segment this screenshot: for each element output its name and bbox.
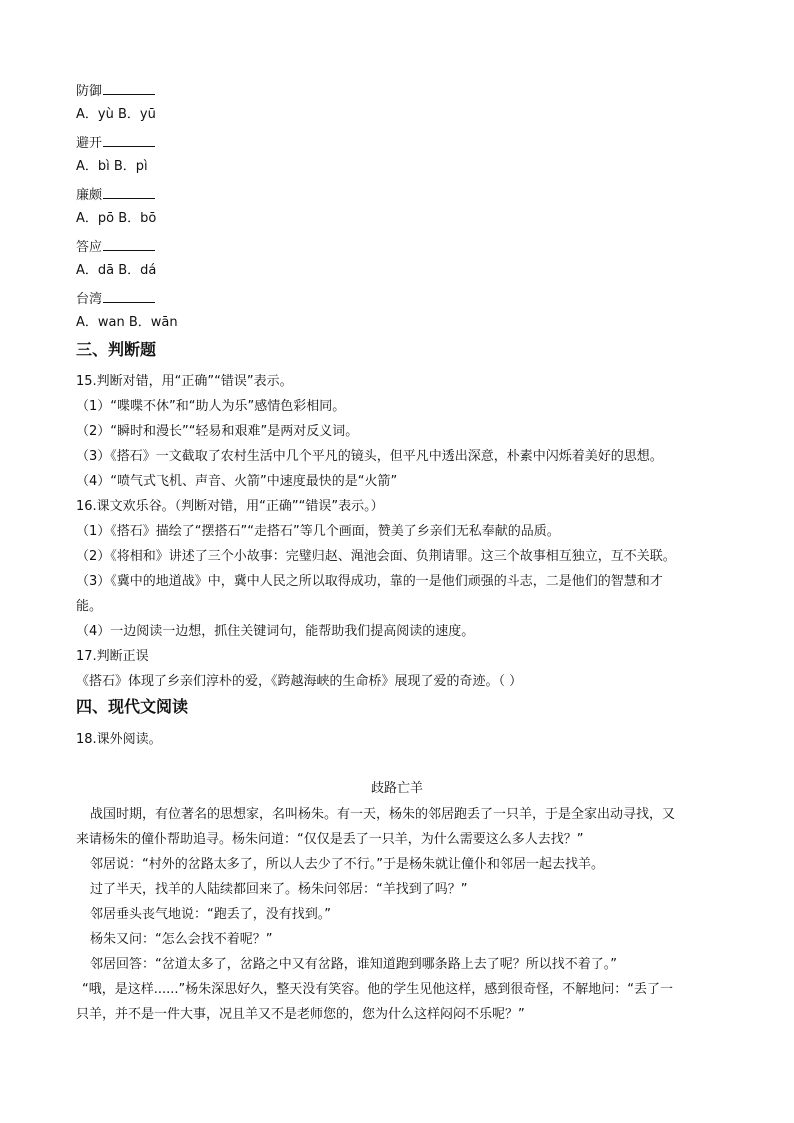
- passage-para-1: 战国时期，有位著名的思想家，名叫杨朱。有一天，杨朱的邻居跑丢了一只羊，于是全家出动寻找，又: [90, 807, 676, 822]
- answer-blank[interactable]: [103, 132, 155, 147]
- q16-stem: 16.课文欢乐谷。（判断对错，用“正确”“错误”表示。）: [76, 499, 384, 514]
- q16-item-4: （4）一边阅读一边想，抓住关键词句，能帮助我们提高阅读的速度。: [76, 624, 475, 639]
- passage-para-1-cont: 来请杨朱的僮仆帮助追寻。杨朱问道：“仅仅是丢了一只羊，为什么需要这么多人去找？”: [76, 832, 584, 847]
- q16-item-3: （3）《冀中的地道战》中，冀中人民之所以取得成功，靠的一是他们顽强的斗志，二是他们的智慧和才: [76, 574, 663, 589]
- choice-options-4: A．dā B．dá: [76, 263, 157, 278]
- q15-item-3: （3）《搭石》一文截取了农村生活中几个平凡的镜头，但平凡中透出深意，朴素中闪烁着美好的思想。: [76, 449, 663, 464]
- passage-para-4: 邻居垂头丧气地说：“跑丢了，没有找到。”: [90, 907, 331, 922]
- q17-stem: 17.判断正误: [76, 649, 149, 664]
- answer-blank[interactable]: [103, 184, 155, 199]
- choice-word-text: 答应: [76, 240, 103, 255]
- choice-word-2: [76, 132, 726, 153]
- passage-para-5: 杨朱又问：“怎么会找不着呢？”: [90, 932, 273, 947]
- q15-item-2: （2）“瞬时和漫长”“轻易和艰难”是两对反义词。: [76, 424, 359, 439]
- passage-para-6: 邻居回答：“岔道太多了，岔路之中又有岔路，谁知道跑到哪条路上去了呢？所以找不着了。”: [90, 957, 617, 972]
- passage-title: 歧路亡羊: [370, 781, 423, 796]
- answer-blank[interactable]: [103, 236, 155, 251]
- answer-blank[interactable]: [103, 80, 155, 95]
- q15-stem: 15.判断对错，用“正确”“错误”表示。: [76, 374, 293, 389]
- passage-para-7: “哦，是这样......”杨朱深思好久，整天没有笑容。他的学生见他这样，感到很奇怪，不解地问：“丢了一: [82, 982, 673, 997]
- choice-options-5: A．wan B．wān: [76, 315, 178, 330]
- passage-para-2: 邻居说：“村外的岔路太多了，所以人去少了不行。”于是杨朱就让僮仆和邻居一起去找羊。: [90, 857, 604, 872]
- choice-word-4: [76, 236, 726, 257]
- choice-word-text: 防御: [76, 84, 103, 99]
- q16-item-1: （1）《搭石》描绘了“摆搭石”“走搭石”等几个画面，赞美了乡亲们无私奉献的品质。: [76, 524, 560, 539]
- passage-para-3: 过了半天，找羊的人陆续都回来了。杨朱问邻居：“羊找到了吗？”: [90, 882, 468, 897]
- choice-word-1: [76, 80, 726, 101]
- choice-options-2: A．bì B．pì: [76, 159, 148, 174]
- q18-stem: 18.课外阅读。: [76, 732, 162, 747]
- section-heading-reading: 四、现代文阅读: [76, 697, 189, 716]
- choice-options-1: A．yù B．yū: [76, 107, 156, 122]
- q15-item-4: （4）“喷气式飞机、声音、火箭”中速度最快的是“火箭”: [76, 474, 398, 489]
- choice-word-5: [76, 288, 726, 309]
- section-heading-judgement: 三、判断题: [76, 340, 157, 359]
- q16-item-3-cont: 能。: [76, 599, 103, 614]
- choice-word-text: 台湾: [76, 292, 103, 307]
- q16-item-2: （2）《将相和》讲述了三个小故事：完璧归赵、渑池会面、负荆请罪。这三个故事相互独立，互不关联。: [76, 549, 676, 564]
- choice-options-3: A．pō B．bō: [76, 211, 157, 226]
- choice-word-text: 廉颇: [76, 188, 103, 203]
- passage-para-7-cont: 只羊，并不是一件大事，况且羊又不是老师您的，您为什么这样闷闷不乐呢？”: [76, 1007, 525, 1022]
- q15-item-1: （1）“喋喋不休”和“助人为乐”感情色彩相同。: [76, 399, 346, 414]
- choice-word-3: [76, 184, 726, 205]
- q17-text: 《搭石》体现了乡亲们淳朴的爱，《跨越海峡的生命桥》展现了爱的奇迹。（ ）: [76, 674, 523, 689]
- answer-blank[interactable]: [103, 288, 155, 303]
- choice-word-text: 避开: [76, 136, 103, 151]
